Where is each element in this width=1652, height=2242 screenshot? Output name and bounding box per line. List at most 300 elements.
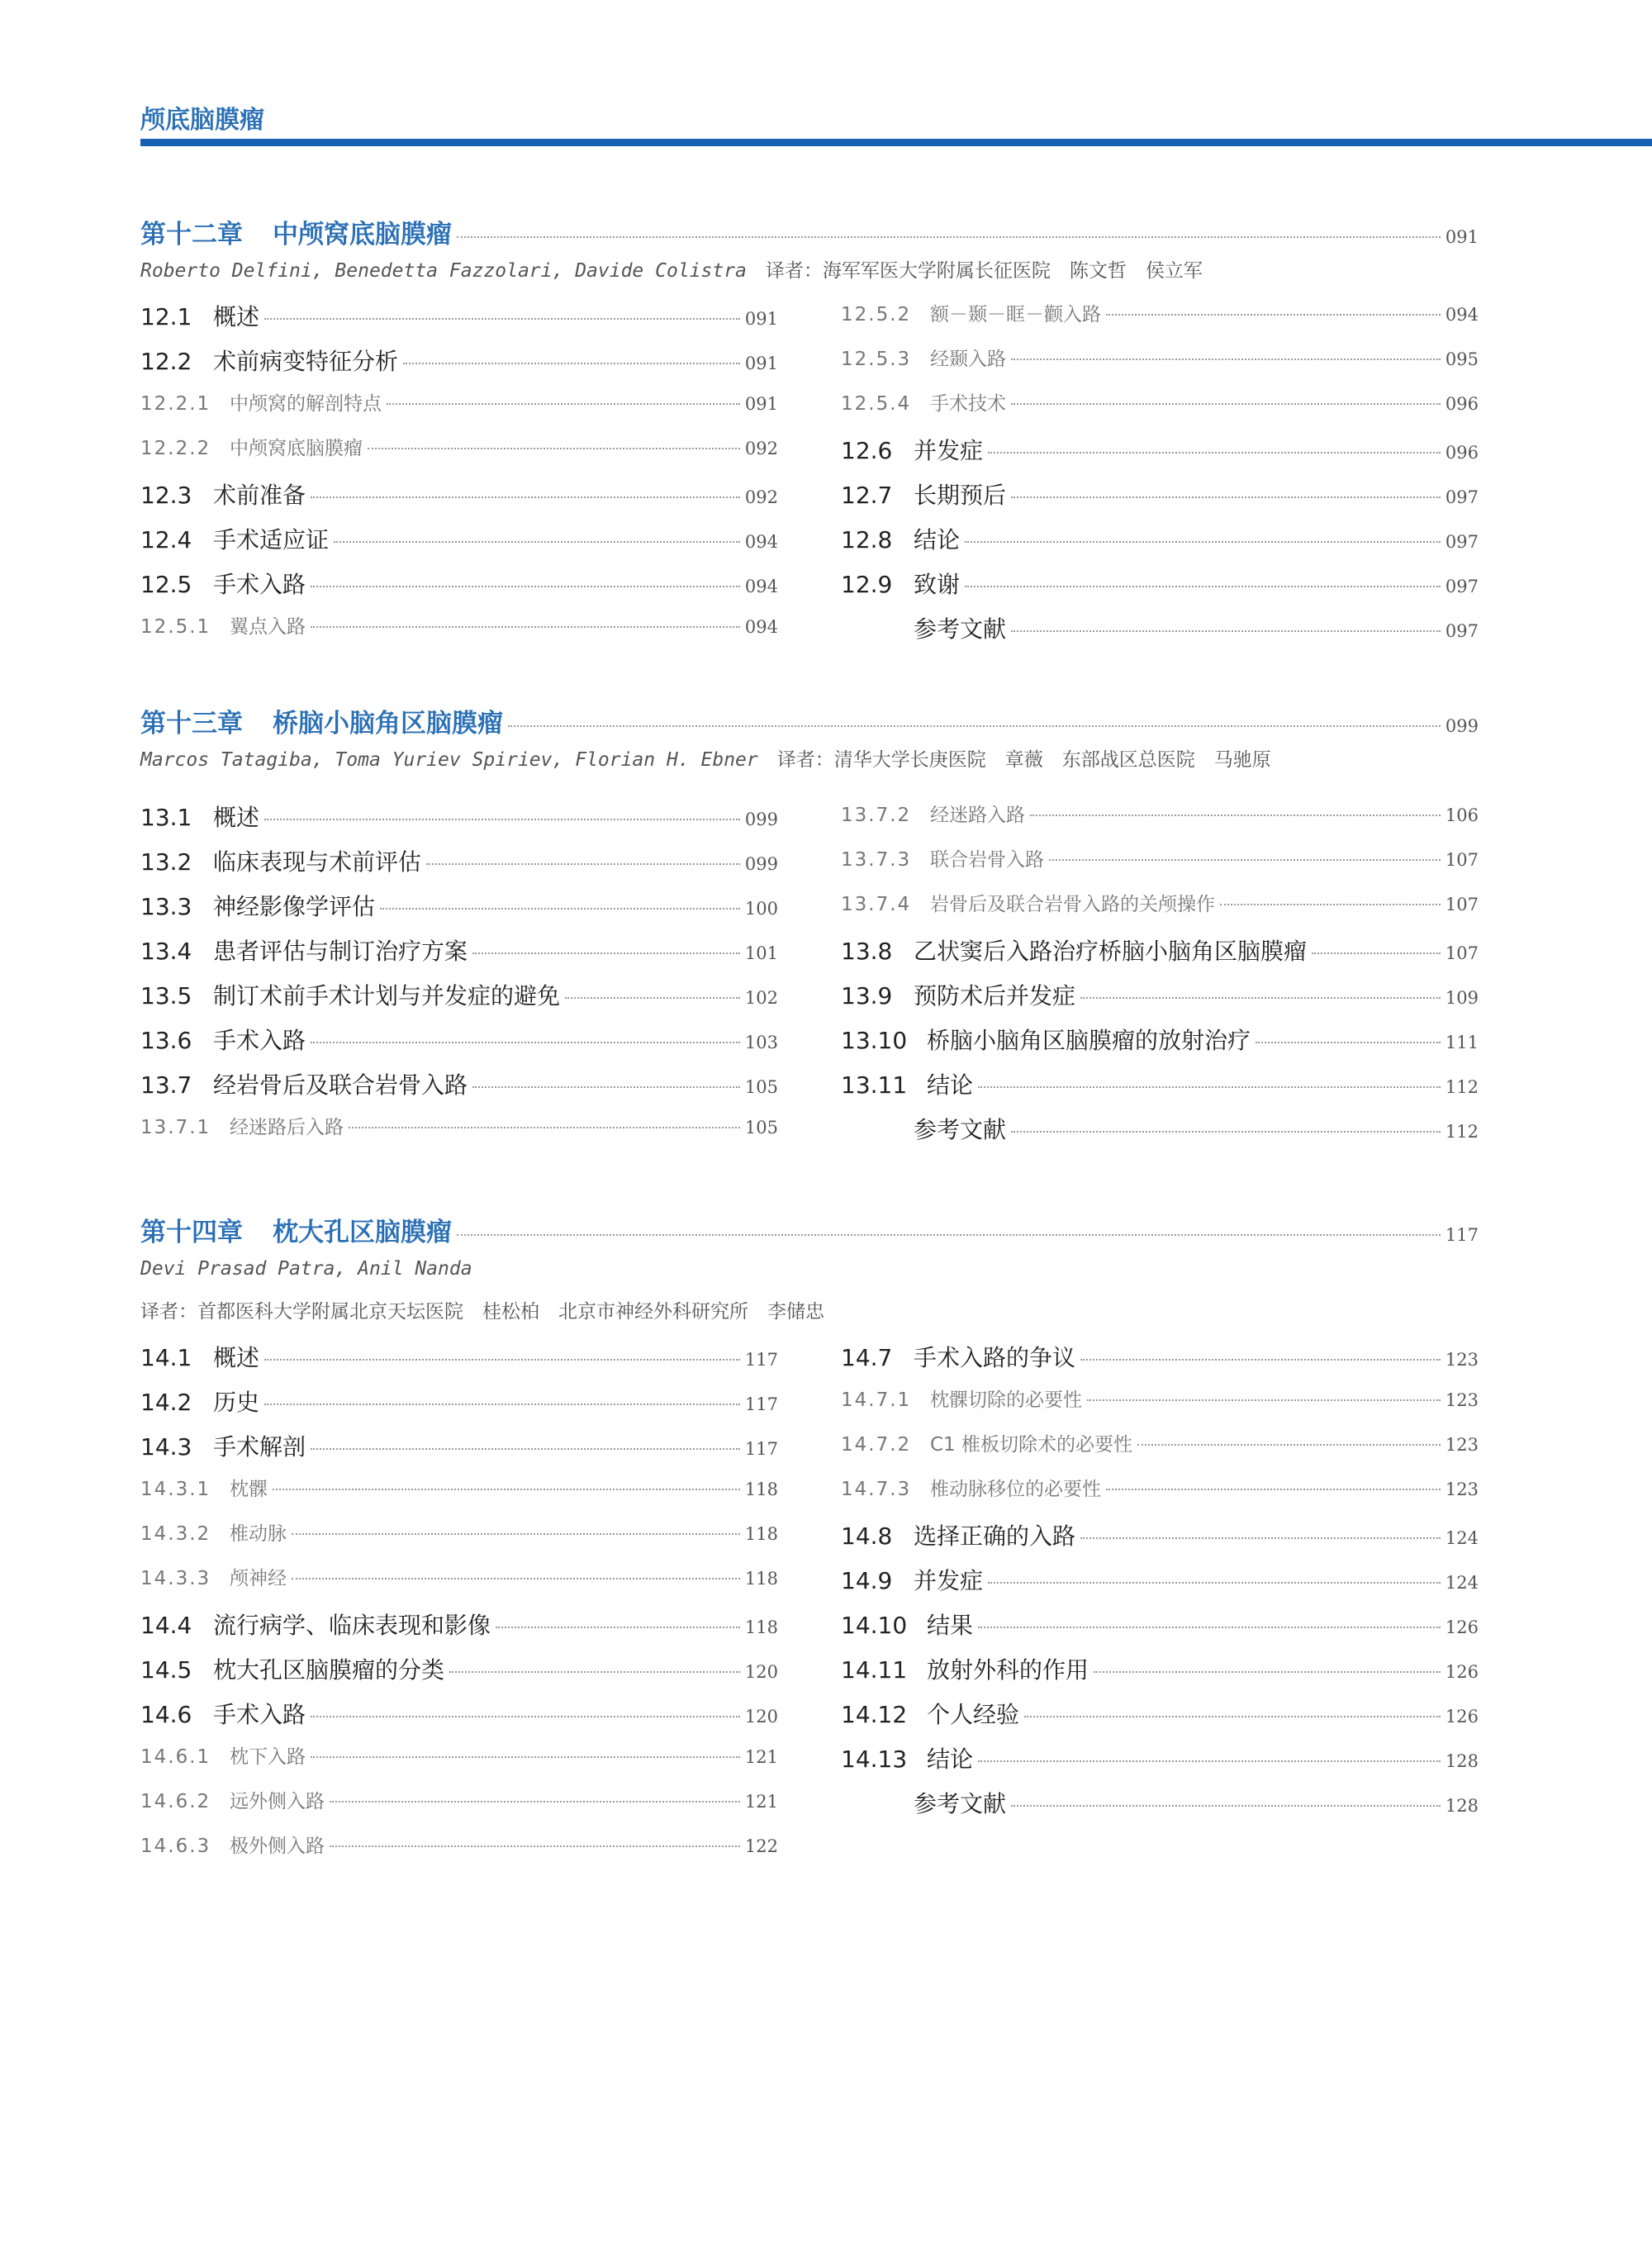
entry-title: 参考文献 [914,1116,1007,1143]
toc-entry[interactable] [841,1340,1479,1385]
leader-dots [387,403,740,405]
entry-title: 术前病变特征分析 [213,348,399,375]
toc-entry[interactable] [140,299,778,344]
entry-title: 手术入路 [213,1027,306,1054]
leader-dots [508,725,1441,727]
toc-entry[interactable] [841,978,1479,1023]
toc-entry[interactable] [841,433,1479,477]
entry-number: 13.6 [140,1027,192,1054]
toc-column-left [140,800,778,1157]
entry-title: 手术适应证 [213,526,330,553]
toc-entry[interactable] [140,978,778,1023]
chapter-page: 117 [1445,1225,1479,1245]
toc-subentry[interactable] [140,611,778,656]
leader-dots [264,819,740,820]
chapter-14 [140,1211,1479,1875]
entry-page: 124 [1445,1528,1479,1548]
leader-dots [311,626,740,628]
entry-title: 枕大孔区脑膜瘤的分类 [213,1656,445,1684]
toc-subentry[interactable] [841,344,1479,388]
entry-number: 14.3.2 [140,1523,211,1545]
entry-number: 12.5.4 [841,393,912,415]
entry-title: 乙状窦后入路治疗桥脑小脑角区脑膜瘤 [914,938,1308,965]
entry-title: 手术入路的争议 [914,1344,1076,1371]
toc-subentry[interactable] [841,299,1479,344]
entry-page: 112 [1445,1122,1479,1142]
entry-title: 患者评估与制订治疗方案 [213,938,468,965]
entry-number: 13.7.3 [841,849,912,871]
toc-entry[interactable] [140,933,778,978]
entry-number: 14.7.2 [841,1434,912,1456]
entry-page: 118 [744,1617,778,1637]
toc-entry[interactable] [841,933,1479,978]
entry-page: 096 [1445,443,1479,463]
entry-title: 经迷路后入路 [230,1117,344,1138]
leader-dots [264,318,740,320]
toc-subentry[interactable] [841,844,1479,889]
toc-subentry[interactable] [841,800,1479,844]
toc-subentry[interactable] [140,1786,778,1831]
leader-dots [449,1671,740,1673]
entry-number: 14.2 [140,1389,192,1416]
toc-entry[interactable] [841,1741,1479,1786]
entry-page: 097 [1445,487,1479,507]
toc-entry[interactable] [841,1023,1479,1067]
toc-subentry[interactable] [841,1474,1479,1518]
chapter-authors-row [140,742,1479,778]
entry-number: 14.5 [140,1656,192,1684]
toc-subentry[interactable] [841,889,1479,933]
entry-number: 14.6.1 [140,1746,211,1768]
chapter-page: 099 [1445,716,1479,736]
chapter-translators: 译者：首都医科大学附属北京天坛医院 桂松柏 北京市神经外科研究所 李储忠 [140,1301,824,1323]
entry-number: 14.6 [140,1701,192,1728]
leader-dots [426,863,740,865]
chapter-title: 桥脑小脑角区脑膜瘤 [273,709,503,739]
chapter-13 [140,702,1479,1157]
entry-page: 128 [1445,1751,1479,1771]
entry-title: 结论 [927,1071,974,1099]
entry-title: 椎动脉 [230,1523,287,1545]
entry-page: 128 [1445,1796,1479,1816]
entry-number: 14.7 [841,1344,893,1371]
entry-title: 预防术后并发症 [914,982,1076,1009]
leader-dots [264,1359,740,1361]
entry-title: 翼点入路 [230,616,306,638]
entry-page: 095 [1445,349,1479,369]
entry-title: 神经影像学评估 [213,893,376,920]
entry-title: 椎动脉移位的必要性 [930,1479,1101,1500]
leader-dots [965,586,1441,587]
entry-number: 14.6.3 [140,1836,211,1857]
leader-dots [978,1627,1441,1628]
toc-entry[interactable] [841,477,1479,522]
leader-dots [1137,1444,1441,1446]
leader-dots [1080,1359,1441,1361]
entry-page: 092 [744,487,778,507]
leader-dots [978,1086,1441,1088]
toc-entry[interactable] [140,1429,778,1474]
entry-title: 远外侧入路 [230,1791,325,1812]
toc-entry[interactable] [841,1608,1479,1652]
toc-entry[interactable] [140,889,778,933]
toc-column-left [140,299,778,656]
leader-dots [1106,1489,1441,1490]
leader-dots [1011,359,1441,360]
entry-number: 14.13 [841,1746,908,1773]
entry-number: 12.4 [140,526,192,553]
entry-title: 联合岩骨入路 [930,849,1044,871]
entry-number: 13.5 [140,982,192,1009]
entry-number: 12.2 [140,348,192,375]
toc-entry[interactable] [841,1697,1479,1741]
entry-title: 枕下入路 [230,1746,306,1768]
entry-page: 106 [1445,805,1479,825]
leader-dots [273,1489,740,1490]
entry-page: 097 [1445,621,1479,641]
chapter-title: 枕大孔区脑膜瘤 [273,1218,452,1247]
entry-title: 手术解剖 [213,1433,306,1461]
leader-dots [403,363,740,364]
entry-page: 094 [744,617,778,637]
entry-page: 109 [1445,988,1479,1008]
entry-page: 107 [1445,943,1479,963]
leader-dots [368,448,740,449]
toc-entry[interactable] [841,1518,1479,1563]
toc-subentry[interactable] [140,1563,778,1608]
entry-number: 12.2.1 [140,393,211,415]
entry-page: 092 [744,439,778,458]
entry-title: 术前准备 [213,482,306,509]
chapter-label: 第十四章 [140,1218,243,1247]
leader-dots [1312,952,1441,954]
toc-entry[interactable] [140,344,778,388]
leader-dots [565,997,740,999]
entry-page: 126 [1445,1617,1479,1637]
leader-dots [978,1760,1441,1762]
toc-entry[interactable] [841,567,1479,611]
entry-page: 123 [1445,1480,1479,1499]
leader-dots [965,541,1441,543]
leader-dots [1256,1042,1441,1043]
toc-entry[interactable] [140,1340,778,1385]
leader-dots [1011,630,1441,632]
entry-number: 12.3 [140,482,192,509]
entry-number: 13.1 [140,804,192,831]
entry-page: 121 [744,1792,778,1812]
leader-dots [311,586,740,587]
entry-page: 123 [1445,1390,1479,1410]
entry-number: 14.8 [841,1522,893,1550]
entry-page: 123 [1445,1350,1479,1370]
entry-page: 117 [744,1394,778,1414]
entry-page: 096 [1445,394,1479,414]
leader-dots [1080,997,1441,999]
toc-entry[interactable] [140,1385,778,1429]
entry-number: 14.4 [140,1612,192,1639]
toc-subentry[interactable] [841,1385,1479,1429]
chapter-title-row[interactable] [140,702,1479,742]
toc-subentry[interactable] [140,433,778,477]
leader-dots [988,452,1441,454]
entry-page: 111 [1445,1033,1479,1052]
entry-title: 概述 [213,303,260,330]
entry-title: 长期预后 [914,482,1007,509]
entry-page: 100 [744,899,778,919]
entry-title: 桥脑小脑角区脑膜瘤的放射治疗 [927,1027,1251,1054]
toc-column-right [841,299,1479,656]
entry-title: 结果 [927,1612,974,1639]
leader-dots [988,1582,1441,1584]
entry-title: 概述 [213,804,260,831]
leader-dots [1024,1716,1441,1717]
entry-title: 颅神经 [230,1568,287,1589]
entry-page: 101 [744,943,778,963]
leader-dots [380,908,740,910]
leader-dots [1011,1131,1441,1133]
entry-title: 枕髁 [230,1479,268,1500]
entry-number: 13.8 [841,938,893,965]
entry-page: 126 [1445,1662,1479,1682]
leader-dots [1011,1805,1441,1807]
leader-dots [311,1716,740,1717]
toc-column-left [140,1340,778,1875]
toc-subentry[interactable] [140,388,778,433]
entry-number: 13.2 [140,848,192,876]
toc-entry[interactable] [841,1067,1479,1112]
leader-dots [472,952,740,954]
entry-title: 极外侧入路 [230,1836,325,1857]
leader-dots [311,1042,740,1043]
entry-page: 122 [744,1836,778,1856]
chapter-authors-row [140,1251,1479,1287]
entry-title: 致谢 [914,571,961,598]
toc-subentry[interactable] [140,1518,778,1563]
header-rule [140,139,1652,146]
entry-title: C1 椎板切除术的必要性 [930,1434,1133,1456]
leader-dots [334,541,740,543]
leader-dots [457,1234,1441,1236]
leader-dots [349,1127,740,1128]
entry-page: 124 [1445,1573,1479,1593]
entry-title: 手术入路 [213,571,306,598]
entry-title: 放射外科的作用 [927,1656,1089,1684]
leader-dots [1049,859,1441,861]
entry-title: 并发症 [914,1567,984,1594]
entry-number: 14.10 [841,1612,908,1639]
entry-page: 105 [744,1077,778,1097]
chapter-authors: Devi Prasad Patra, Anil Nanda [140,1258,472,1280]
entry-page: 091 [744,394,778,414]
entry-number: 12.6 [841,437,893,464]
leader-dots [1030,815,1441,816]
entry-page: 107 [1445,850,1479,870]
entry-number: 14.1 [140,1344,192,1371]
entry-title: 经岩骨后及联合岩骨入路 [213,1071,468,1099]
leader-dots [264,1404,740,1405]
toc-subentry[interactable] [140,1831,778,1875]
entry-title: 额－颞－眶－颧入路 [930,304,1101,325]
toc-entry[interactable] [841,522,1479,567]
entry-number: 13.9 [841,982,893,1009]
toc-entry[interactable] [140,1608,778,1652]
chapter-authors: Roberto Delfini, Benedetta Fazzolari, Davide Colistra [140,260,747,282]
chapter-authors-row [140,253,1479,289]
entry-title: 结论 [914,526,961,553]
entry-number: 12.5 [140,571,192,598]
toc-subentry[interactable] [140,1474,778,1518]
leader-dots [1094,1671,1441,1673]
entry-title: 手术技术 [930,393,1006,415]
leader-dots [311,496,740,498]
entry-number: 14.9 [841,1567,893,1594]
toc-entry[interactable] [140,1697,778,1741]
entry-page: 120 [744,1707,778,1727]
toc-entry[interactable] [140,477,778,522]
leader-dots [330,1801,740,1803]
entry-number: 12.2.2 [140,438,211,459]
leader-dots [472,1086,740,1088]
entry-number: 13.7 [140,1071,192,1099]
entry-page: 105 [744,1118,778,1138]
entry-title: 选择正确的入路 [914,1522,1076,1550]
entry-page: 126 [1445,1707,1479,1727]
chapter-label: 第十三章 [140,709,243,739]
running-header: 颅底脑膜瘤 [140,106,264,135]
entry-page: 123 [1445,1435,1479,1455]
entry-page: 094 [1445,305,1479,325]
toc-entry[interactable] [140,800,778,844]
entry-number: 13.7.2 [841,805,912,826]
chapter-title-row[interactable] [140,1211,1479,1251]
entry-title: 枕髁切除的必要性 [930,1389,1082,1411]
entry-number: 14.7.3 [841,1479,912,1500]
entry-title: 中颅窝的解剖特点 [230,393,382,415]
entry-page: 107 [1445,895,1479,914]
entry-number: 14.12 [841,1701,908,1728]
toc-entry[interactable] [140,1023,778,1067]
entry-page: 094 [744,577,778,596]
entry-number: 13.7.4 [841,894,912,915]
entry-page: 102 [744,988,778,1008]
entry-number: 14.3 [140,1433,192,1461]
entry-number: 14.3.3 [140,1568,211,1589]
leader-dots [311,1448,740,1450]
entry-title: 流行病学、临床表现和影像 [213,1612,491,1639]
entry-page: 117 [744,1350,778,1370]
toc-entry[interactable] [841,1563,1479,1608]
chapter-12 [140,213,1479,656]
entry-title: 制订术前手术计划与并发症的避免 [213,982,561,1009]
toc-subentry[interactable] [841,388,1479,433]
leader-dots [1011,403,1441,405]
entry-number: 14.6.2 [140,1791,211,1812]
entry-title: 临床表现与术前评估 [213,848,422,876]
leader-dots [292,1533,740,1535]
entry-number: 13.11 [841,1071,908,1099]
entry-number: 12.5.1 [140,616,211,638]
leader-dots [457,236,1441,238]
entry-title: 经颞入路 [930,349,1006,370]
chapter-translators: 译者：海军军医大学附属长征医院 陈文哲 侯立军 [765,260,1203,282]
entry-page: 121 [744,1747,778,1767]
chapter-title: 中颅窝底脑膜瘤 [273,220,452,249]
entry-title: 并发症 [914,437,984,464]
leader-dots [496,1627,740,1628]
toc-entry[interactable] [841,611,1479,656]
toc-subentry[interactable] [841,1429,1479,1474]
entry-page: 120 [744,1662,778,1682]
entry-title: 历史 [213,1389,260,1416]
chapter-label: 第十二章 [140,220,243,249]
chapter-title-row[interactable] [140,213,1479,253]
toc-entry[interactable] [841,1652,1479,1697]
toc-column-right [841,800,1479,1157]
entry-page: 097 [1445,577,1479,596]
entry-page: 099 [744,854,778,874]
toc-entry[interactable] [841,1112,1479,1157]
leader-dots [292,1578,740,1579]
entry-number: 14.3.1 [140,1479,211,1500]
entry-number: 12.7 [841,482,893,509]
entry-title: 岩骨后及联合岩骨入路的关颅操作 [930,894,1215,915]
entry-title: 参考文献 [914,615,1007,643]
entry-page: 118 [744,1524,778,1544]
toc-subentry[interactable] [140,1112,778,1157]
leader-dots [330,1845,740,1847]
entry-title: 个人经验 [927,1701,1020,1728]
entry-page: 117 [744,1439,778,1459]
leader-dots [1220,904,1441,905]
entry-title: 中颅窝底脑膜瘤 [230,438,363,459]
entry-number: 12.1 [140,303,192,330]
toc-entry[interactable] [140,567,778,611]
entry-number: 13.7.1 [140,1117,211,1138]
entry-number: 14.7.1 [841,1389,912,1411]
chapter-translators: 译者：清华大学长庚医院 章薇 东部战区总医院 马驰原 [776,749,1271,771]
entry-page: 099 [744,810,778,829]
toc-entry[interactable] [841,1786,1479,1831]
entry-number: 13.3 [140,893,192,920]
entry-number: 14.11 [841,1656,908,1684]
entry-title: 概述 [213,1344,260,1371]
entry-number: 12.5.3 [841,349,912,370]
leader-dots [1011,496,1441,498]
leader-dots [1106,314,1441,316]
toc-subentry[interactable] [140,1741,778,1786]
entry-number: 12.8 [841,526,893,553]
entry-page: 103 [744,1033,778,1052]
entry-title: 参考文献 [914,1790,1007,1817]
leader-dots [1087,1399,1441,1401]
entry-page: 094 [744,532,778,552]
toc-entry[interactable] [140,844,778,889]
entry-title: 结论 [927,1746,974,1773]
entry-page: 112 [1445,1077,1479,1097]
entry-title: 手术入路 [213,1701,306,1728]
toc-entry[interactable] [140,1067,778,1112]
entry-page: 118 [744,1480,778,1499]
entry-number: 13.4 [140,938,192,965]
entry-number: 12.5.2 [841,304,912,325]
chapter-authors: Marcos Tatagiba, Toma Yuriev Spiriev, Florian H. Ebner [140,749,758,771]
leader-dots [311,1756,740,1758]
toc-column-right [841,1340,1479,1875]
toc-entry[interactable] [140,522,778,567]
entry-page: 118 [744,1569,778,1589]
chapter-page: 091 [1445,227,1479,247]
toc-entry[interactable] [140,1652,778,1697]
